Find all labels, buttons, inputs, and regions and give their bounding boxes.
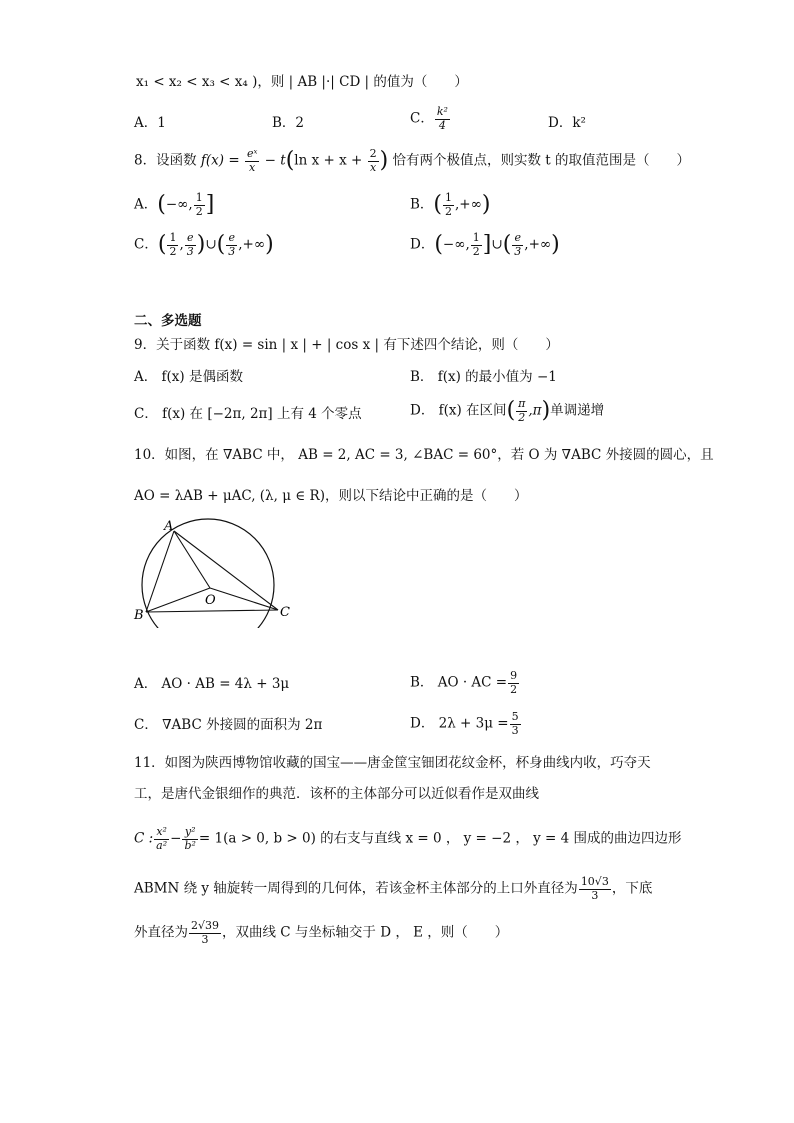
segment-bc bbox=[146, 610, 278, 612]
q8-c-den3: 3 bbox=[228, 244, 236, 258]
q10-b-pre: B． AO · AC = bbox=[410, 674, 508, 691]
q7-option-a[interactable]: A．1 bbox=[134, 115, 166, 131]
q7-option-c-prefix: C． bbox=[410, 110, 434, 127]
q8-c-num2: e bbox=[185, 232, 196, 246]
q9-option-a[interactable]: A． f(x) 是偶函数 bbox=[134, 369, 243, 385]
q8-stem: 8．设函数 f(x) = $\frac{\text{eˣ}}{x}$ − t(ln x + x + $\frac{2}{x}$ ) 恰有两个极值点，则实数 t 的取值范围是（ ） bbox=[134, 147, 691, 174]
q11-c-label: C : bbox=[134, 830, 154, 847]
q9-option-b[interactable]: B． f(x) 的最小值为 −1 bbox=[410, 369, 557, 385]
q11-top-num: 10√3 bbox=[580, 875, 609, 888]
segment-ao bbox=[174, 531, 210, 588]
q8-b-label: B． bbox=[410, 196, 434, 213]
q11-line4-pre: ABMN 绕 y 轴旋转一周得到的几何体，若该金杯主体部分的上口外直径为 bbox=[134, 880, 578, 897]
q8-f-inner-den: x bbox=[370, 160, 377, 174]
q11-bot-num: 2√39 bbox=[191, 919, 220, 932]
q9-option-d[interactable]: D． f(x) 在区间( $\frac{\pi}{2}$ ,π)单调递增 bbox=[410, 397, 605, 424]
q8-c-label: C． bbox=[134, 236, 158, 253]
q10-b-num: 9 bbox=[510, 669, 518, 682]
q8-option-c[interactable]: C．( $\frac{1}{2}$ , $\frac{e}{3}$ )∪( $\frac{e}{3}$ ,+∞) bbox=[134, 231, 274, 258]
q8-b-text: ,+∞ bbox=[455, 196, 482, 213]
q8-tail: 恰有两个极值点，则实数 t 的取值范围是（ ） bbox=[392, 152, 691, 169]
q8-f-inner: ln x + x + bbox=[294, 152, 363, 169]
segment-bo bbox=[146, 588, 210, 612]
q8-d-num1: 1 bbox=[472, 231, 480, 244]
q8-d-label: D． bbox=[410, 236, 435, 253]
q7-option-d[interactable]: D．k² bbox=[548, 115, 586, 131]
q11-x2: x² bbox=[154, 826, 169, 840]
q8-b-den: 2 bbox=[445, 204, 453, 218]
q11-y2: y² bbox=[182, 826, 197, 840]
q8-b-num: 1 bbox=[445, 191, 453, 204]
q8-c-num3: e bbox=[226, 232, 237, 246]
q8-number: 8．设函数 bbox=[134, 152, 197, 169]
q8-c-den1: 2 bbox=[169, 244, 177, 258]
q8-c-cup: ∪ bbox=[205, 236, 217, 253]
q10-d-num: 5 bbox=[511, 710, 519, 723]
q11-line4 bbox=[134, 876, 652, 902]
q8-a-label: A． bbox=[134, 196, 158, 213]
q8-d-neginf: −∞, bbox=[442, 236, 470, 253]
q8-c-inf: +∞ bbox=[242, 236, 266, 253]
segment-ab bbox=[146, 531, 174, 612]
q8-f-den: x bbox=[249, 160, 256, 174]
q9-d-post: 单调递增 bbox=[550, 402, 605, 419]
q8-option-a[interactable]: A．(−∞, $\frac{1}{2}$ ] bbox=[134, 191, 215, 218]
q10-figure bbox=[132, 518, 292, 628]
q10-d-pre: D． 2λ + 3μ = bbox=[410, 715, 509, 732]
q7-option-c[interactable] bbox=[410, 106, 451, 132]
segment-co bbox=[210, 588, 278, 610]
q8-a-den: 2 bbox=[195, 204, 203, 218]
q9-d-mid: ,π bbox=[528, 402, 542, 419]
q7-c-num: k² bbox=[436, 105, 448, 118]
q11-line5-post: ，双曲线 C 与坐标轴交于 D ， E ，则（ ） bbox=[222, 924, 509, 941]
q8-d-den2: 3 bbox=[514, 244, 522, 258]
q11-line3-post: = 1(a > 0, b > 0) 的右支与直线 x = 0 ， y = −2 ， y = 4 围成的曲边四边形 bbox=[198, 830, 682, 847]
label-a: A bbox=[164, 519, 174, 534]
q11-a2: a² bbox=[156, 838, 168, 852]
q7-stem-tail: x₁ < x₂ < x₃ < x₄ )，则 | AB |·| CD | 的值为（ ） bbox=[136, 74, 468, 90]
q10-option-c[interactable]: C． ∇ABC 外接圆的面积为 2π bbox=[134, 717, 323, 733]
q11-line3: C : $\frac{\text{x²}}{\text{a²}}$ − $\frac{\text{y²}}{\text{b²}}$ = 1(a > 0, b > 0) 的右支与直线 x = 0 ， y = −2 ， y = 4 围成的曲边四边形 bbox=[134, 825, 682, 852]
section-heading-multi-choice: 二、多选题 bbox=[134, 313, 202, 329]
q8-a-text: −∞, bbox=[165, 196, 193, 213]
q10-option-b[interactable] bbox=[410, 670, 520, 696]
q8-option-b[interactable]: B．( $\frac{1}{2}$ ,+∞) bbox=[410, 191, 491, 218]
q8-f-mid: − t bbox=[264, 152, 286, 169]
q8-c-den2: 3 bbox=[186, 244, 194, 258]
q11-line5-pre: 外直径为 bbox=[134, 924, 188, 941]
q8-d-cup: ∪ bbox=[491, 236, 503, 253]
q11-line1: 11．如图为陕西博物馆收藏的国宝——唐金筐宝钿团花纹金杯，杯身曲线内收，巧夺天 bbox=[134, 755, 651, 771]
q10-option-a[interactable]: A． AO · AB = 4λ + 3μ bbox=[134, 676, 290, 692]
q8-option-d[interactable]: D．(−∞, $\frac{1}{2}$ ]∪( $\frac{e}{3}$ ,+∞) bbox=[410, 231, 560, 258]
q8-a-num: 1 bbox=[195, 191, 203, 204]
q9-d-num: π bbox=[518, 397, 526, 410]
q11-line5 bbox=[134, 920, 508, 946]
q7-option-b[interactable]: B．2 bbox=[272, 115, 305, 131]
q11-top-den: 3 bbox=[591, 888, 599, 902]
q9-stem: 9．关于函数 f(x) = sin | x | + | cos x | 有下述四个结论，则（ ） bbox=[134, 337, 559, 353]
label-c: C bbox=[280, 605, 290, 620]
q11-line4-post: ，下底 bbox=[611, 880, 653, 897]
q10-b-den: 2 bbox=[510, 682, 518, 696]
q11-b2: b² bbox=[184, 838, 196, 852]
q9-d-pre: D． f(x) 在区间 bbox=[410, 402, 507, 419]
label-o: O bbox=[205, 593, 216, 608]
q10-d-den: 3 bbox=[511, 723, 519, 737]
q8-f-inner-num: 2 bbox=[369, 147, 377, 160]
q9-d-den: 2 bbox=[518, 410, 526, 424]
q11-bot-den: 3 bbox=[201, 932, 209, 946]
segment-ac bbox=[174, 531, 278, 610]
q9-option-c[interactable]: C． f(x) 在 [−2π, 2π] 上有 4 个零点 bbox=[134, 406, 362, 422]
q8-f-lhs: f(x) = bbox=[200, 152, 240, 169]
q8-d-inf: +∞ bbox=[528, 236, 552, 253]
q8-d-num2: e bbox=[512, 232, 523, 246]
q10-option-d[interactable] bbox=[410, 711, 522, 737]
q10-line2: AO = λAB + μAC, (λ, μ ∈ R)，则以下结论中正确的是（ ） bbox=[134, 488, 528, 504]
q8-d-den1: 2 bbox=[472, 244, 480, 258]
label-b: B bbox=[134, 608, 144, 623]
q11-line2: 工，是唐代金银细作的典范．该杯的主体部分可以近似看作是双曲线 bbox=[134, 786, 539, 802]
q8-c-num1: 1 bbox=[169, 231, 177, 244]
q10-line1: 10．如图，在 ∇ABC 中， AB = 2, AC = 3, ∠BAC = 60°，若 O 为 ∇ABC 外接圆的圆心，且 bbox=[134, 447, 714, 463]
q7-c-den: 4 bbox=[438, 118, 446, 132]
q8-f-num: eˣ bbox=[246, 147, 258, 160]
